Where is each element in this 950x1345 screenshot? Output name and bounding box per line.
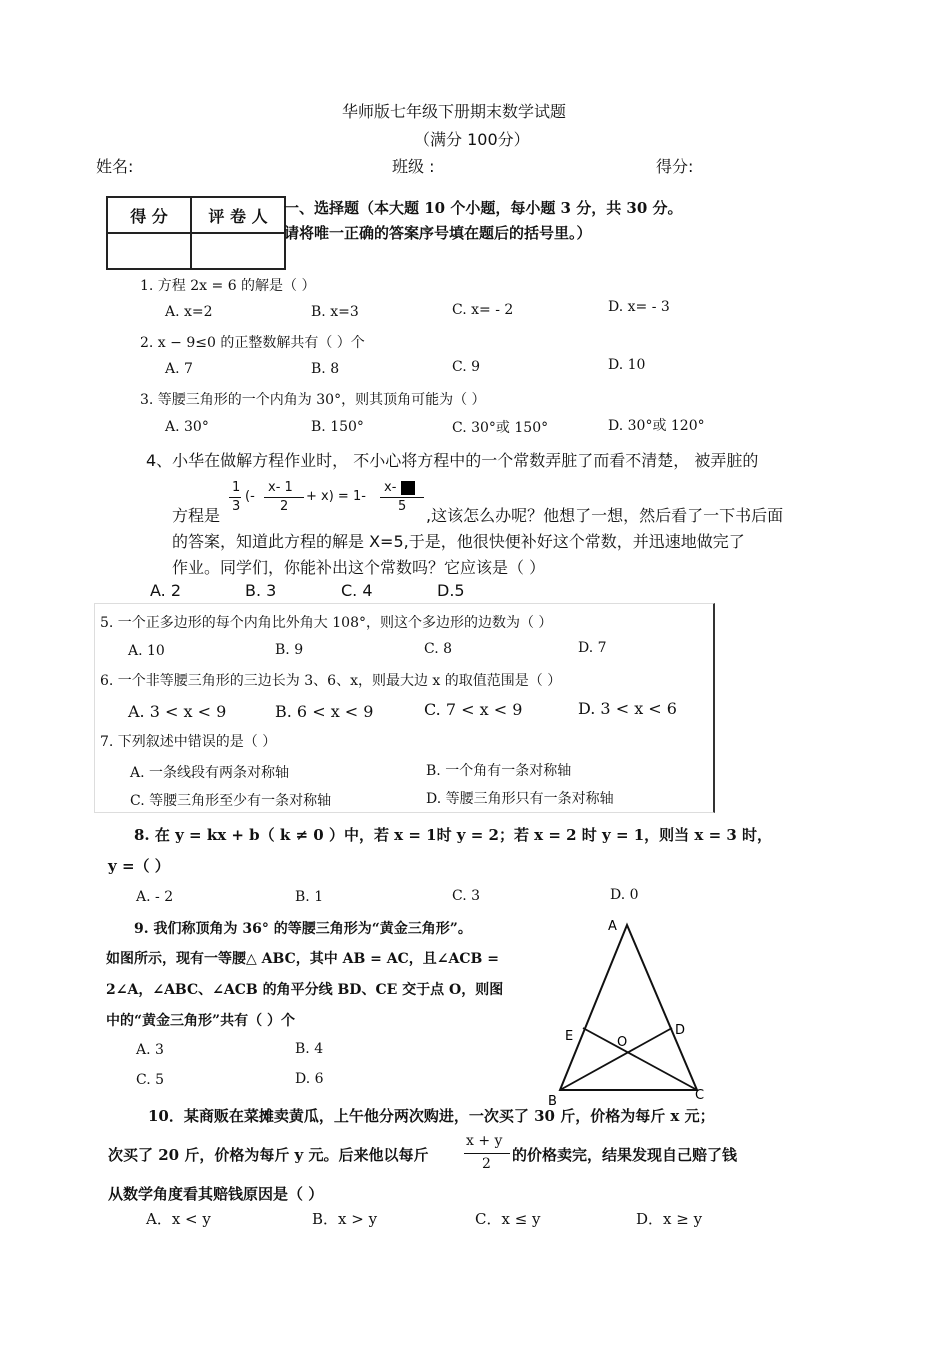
q5-option-a[interactable]: A. 10 (128, 643, 165, 659)
q4-prefix: 方程是 (172, 506, 221, 525)
label-d: D (675, 1023, 686, 1038)
q4-frac2-bar (264, 497, 304, 498)
q4-option-a[interactable]: A. 2 (150, 581, 182, 600)
score-cell[interactable] (107, 233, 191, 269)
q4-suffix: ,这该怎么办呢？他想了一想，然后看了一下书后面 (426, 506, 784, 525)
q10-line1: 10．某商贩在菜摊卖黄瓜，上午他分两次购进，一次买了 30 斤，价格为每斤 x 元； (148, 1107, 715, 1125)
grader-header: 评 卷 人 (191, 197, 285, 233)
q7-option-b[interactable]: B. 一个角有一条对称轴 (426, 763, 572, 779)
q10-option-c[interactable]: C．x ≤ y (475, 1210, 541, 1228)
q5-stem: 5. 一个正多边形的每个内角比外角大 108°，则这个多边形的边数为（ ） (100, 615, 553, 631)
q8-option-a[interactable]: A. - 2 (136, 889, 174, 905)
q9-option-d[interactable]: D. 6 (295, 1071, 324, 1087)
q4-option-c[interactable]: C. 4 (341, 581, 373, 600)
score-table (106, 196, 286, 270)
label-o: O (617, 1035, 628, 1050)
q3-stem: 3. 等腰三角形的一个内角为 30°，则其顶角可能为（ ） (140, 392, 486, 408)
q3-option-c[interactable]: C. 30°或 150° (452, 420, 549, 436)
q5-option-c[interactable]: C. 8 (424, 641, 453, 657)
smudged-constant (401, 481, 415, 495)
q4-option-b[interactable]: B. 3 (245, 581, 277, 600)
score-header: 得 分 (107, 197, 191, 233)
q10-line3: 从数学角度看其赔钱原因是（ ） (108, 1185, 324, 1203)
q6-option-c[interactable]: C. 7 < x < 9 (424, 700, 523, 719)
label-c: C (695, 1088, 705, 1103)
q10-line2-pre: 次买了 20 斤，价格为每斤 y 元。后来他以每斤 (108, 1146, 429, 1164)
q3-option-a[interactable]: A. 30° (165, 419, 209, 435)
q6-option-b[interactable]: B. 6 < x < 9 (275, 702, 374, 721)
q4-line3: 的答案，知道此方程的解是 X=5,于是，他很快便补好这个常数，并迅速地做完了 (172, 532, 745, 551)
q7-option-a[interactable]: A. 一条线段有两条对称轴 (130, 765, 290, 781)
q4-frac3-den: 5 (398, 499, 407, 514)
triangle-abc (560, 925, 697, 1090)
label-e: E (565, 1029, 574, 1044)
q9-option-b[interactable]: B. 4 (295, 1041, 324, 1057)
q10-line2-post: 的价格卖完，结果发现自己赔了钱 (512, 1146, 738, 1164)
page-title: 华师版七年级下册期末数学试题 (342, 102, 567, 121)
q9-option-c[interactable]: C. 5 (136, 1072, 165, 1088)
q8-option-c[interactable]: C. 3 (452, 888, 481, 904)
q8-stem: 8. 在 y = kx + b（ k ≠ 0 ）中，若 x = 1时 y = 2；若 x = 2 时 y = 1，则当 x = 3 时， (134, 826, 773, 844)
q2-option-b[interactable]: B. 8 (311, 361, 340, 377)
q4-line1: 4、小华在做解方程作业时， 不小心将方程中的一个常数弄脏了而看不清楚， 被弄脏的 (146, 451, 759, 470)
q8-stem-2: y =（ ） (108, 857, 170, 875)
q4-frac2-den: 2 (280, 499, 289, 514)
q10-frac-bar (464, 1153, 510, 1154)
golden-triangle-figure (545, 915, 725, 1105)
q5-option-b[interactable]: B. 9 (275, 642, 304, 658)
section-instruction: 请将唯一正确的答案序号填在题后的括号里。） (284, 224, 592, 242)
q9-line1: 9. 我们称顶角为 36° 的等腰三角形为“黄金三角形”。 (134, 921, 472, 937)
q4-mid: + x) = 1- (306, 489, 366, 504)
q4-frac1-bar (229, 497, 241, 498)
q9-line2: 如图所示，现有一等腰△ ABC，其中 AB = AC，且∠ACB = (106, 951, 499, 967)
q8-option-d[interactable]: D. 0 (610, 887, 639, 903)
q9-line4: 中的“黄金三角形”共有（ ）个 (106, 1013, 295, 1029)
q4-line4: 作业。同学们，你能补出这个常数吗？它应该是（ ） (172, 558, 546, 577)
q10-option-a[interactable]: A．x < y (146, 1210, 211, 1228)
q4-frac3-bar (380, 497, 424, 498)
q1-option-b[interactable]: B. x=3 (311, 304, 359, 320)
q4-frac2-num: x- 1 (268, 480, 293, 495)
q1-option-d[interactable]: D. x= - 3 (608, 299, 670, 315)
q6-option-d[interactable]: D. 3 < x < 6 (578, 699, 677, 718)
q2-option-a[interactable]: A. 7 (165, 361, 193, 377)
q10-option-d[interactable]: D．x ≥ y (636, 1210, 703, 1228)
score-label: 得分: (656, 157, 694, 176)
q6-option-a[interactable]: A. 3 < x < 9 (128, 702, 227, 721)
q3-option-d[interactable]: D. 30°或 120° (608, 418, 705, 434)
q1-stem: 1. 方程 2x = 6 的解是（ ） (140, 278, 316, 294)
name-label: 姓名: (96, 157, 134, 176)
q8-option-b[interactable]: B. 1 (295, 889, 324, 905)
q10-option-b[interactable]: B．x > y (312, 1210, 378, 1228)
grader-cell[interactable] (191, 233, 285, 269)
q2-stem: 2. x − 9≤0 的正整数解共有（ ）个 (140, 335, 365, 351)
q10-frac-den: 2 (482, 1156, 491, 1172)
bisector-bd (560, 1028, 672, 1090)
q4-frac3-num: x- (384, 480, 415, 495)
q7-stem: 7. 下列叙述中错误的是（ ） (100, 734, 277, 750)
q7-option-d[interactable]: D. 等腰三角形只有一条对称轴 (426, 791, 614, 807)
class-label: 班级 : (392, 157, 435, 176)
q3-option-b[interactable]: B. 150° (311, 419, 364, 435)
q9-option-a[interactable]: A. 3 (136, 1042, 164, 1058)
q10-frac-num: x + y (466, 1133, 503, 1149)
q2-option-d[interactable]: D. 10 (608, 357, 646, 373)
q7-option-c[interactable]: C. 等腰三角形至少有一条对称轴 (130, 793, 332, 809)
label-b: B (548, 1094, 557, 1105)
q4-paren-open: (- (245, 489, 255, 504)
q2-option-c[interactable]: C. 9 (452, 359, 481, 375)
q4-frac1-den: 3 (232, 499, 241, 514)
q4-option-d[interactable]: D.5 (437, 581, 465, 600)
section-heading: 一、选择题（本大题 10 个小题，每小题 3 分，共 30 分。 (284, 199, 683, 217)
q1-option-c[interactable]: C. x= - 2 (452, 302, 514, 318)
q9-line3: 2∠A，∠ABC、∠ACB 的角平分线 BD、CE 交于点 O，则图 (106, 982, 504, 998)
page-subtitle: （满分 100分） (414, 130, 530, 149)
q6-stem: 6. 一个非等腰三角形的三边长为 3、6、x，则最大边 x 的取值范围是（ ） (100, 673, 562, 689)
label-a: A (608, 919, 617, 934)
q4-frac1-num: 1 (232, 480, 241, 495)
q5-option-d[interactable]: D. 7 (578, 640, 607, 656)
q1-option-a[interactable]: A. x=2 (165, 304, 213, 320)
